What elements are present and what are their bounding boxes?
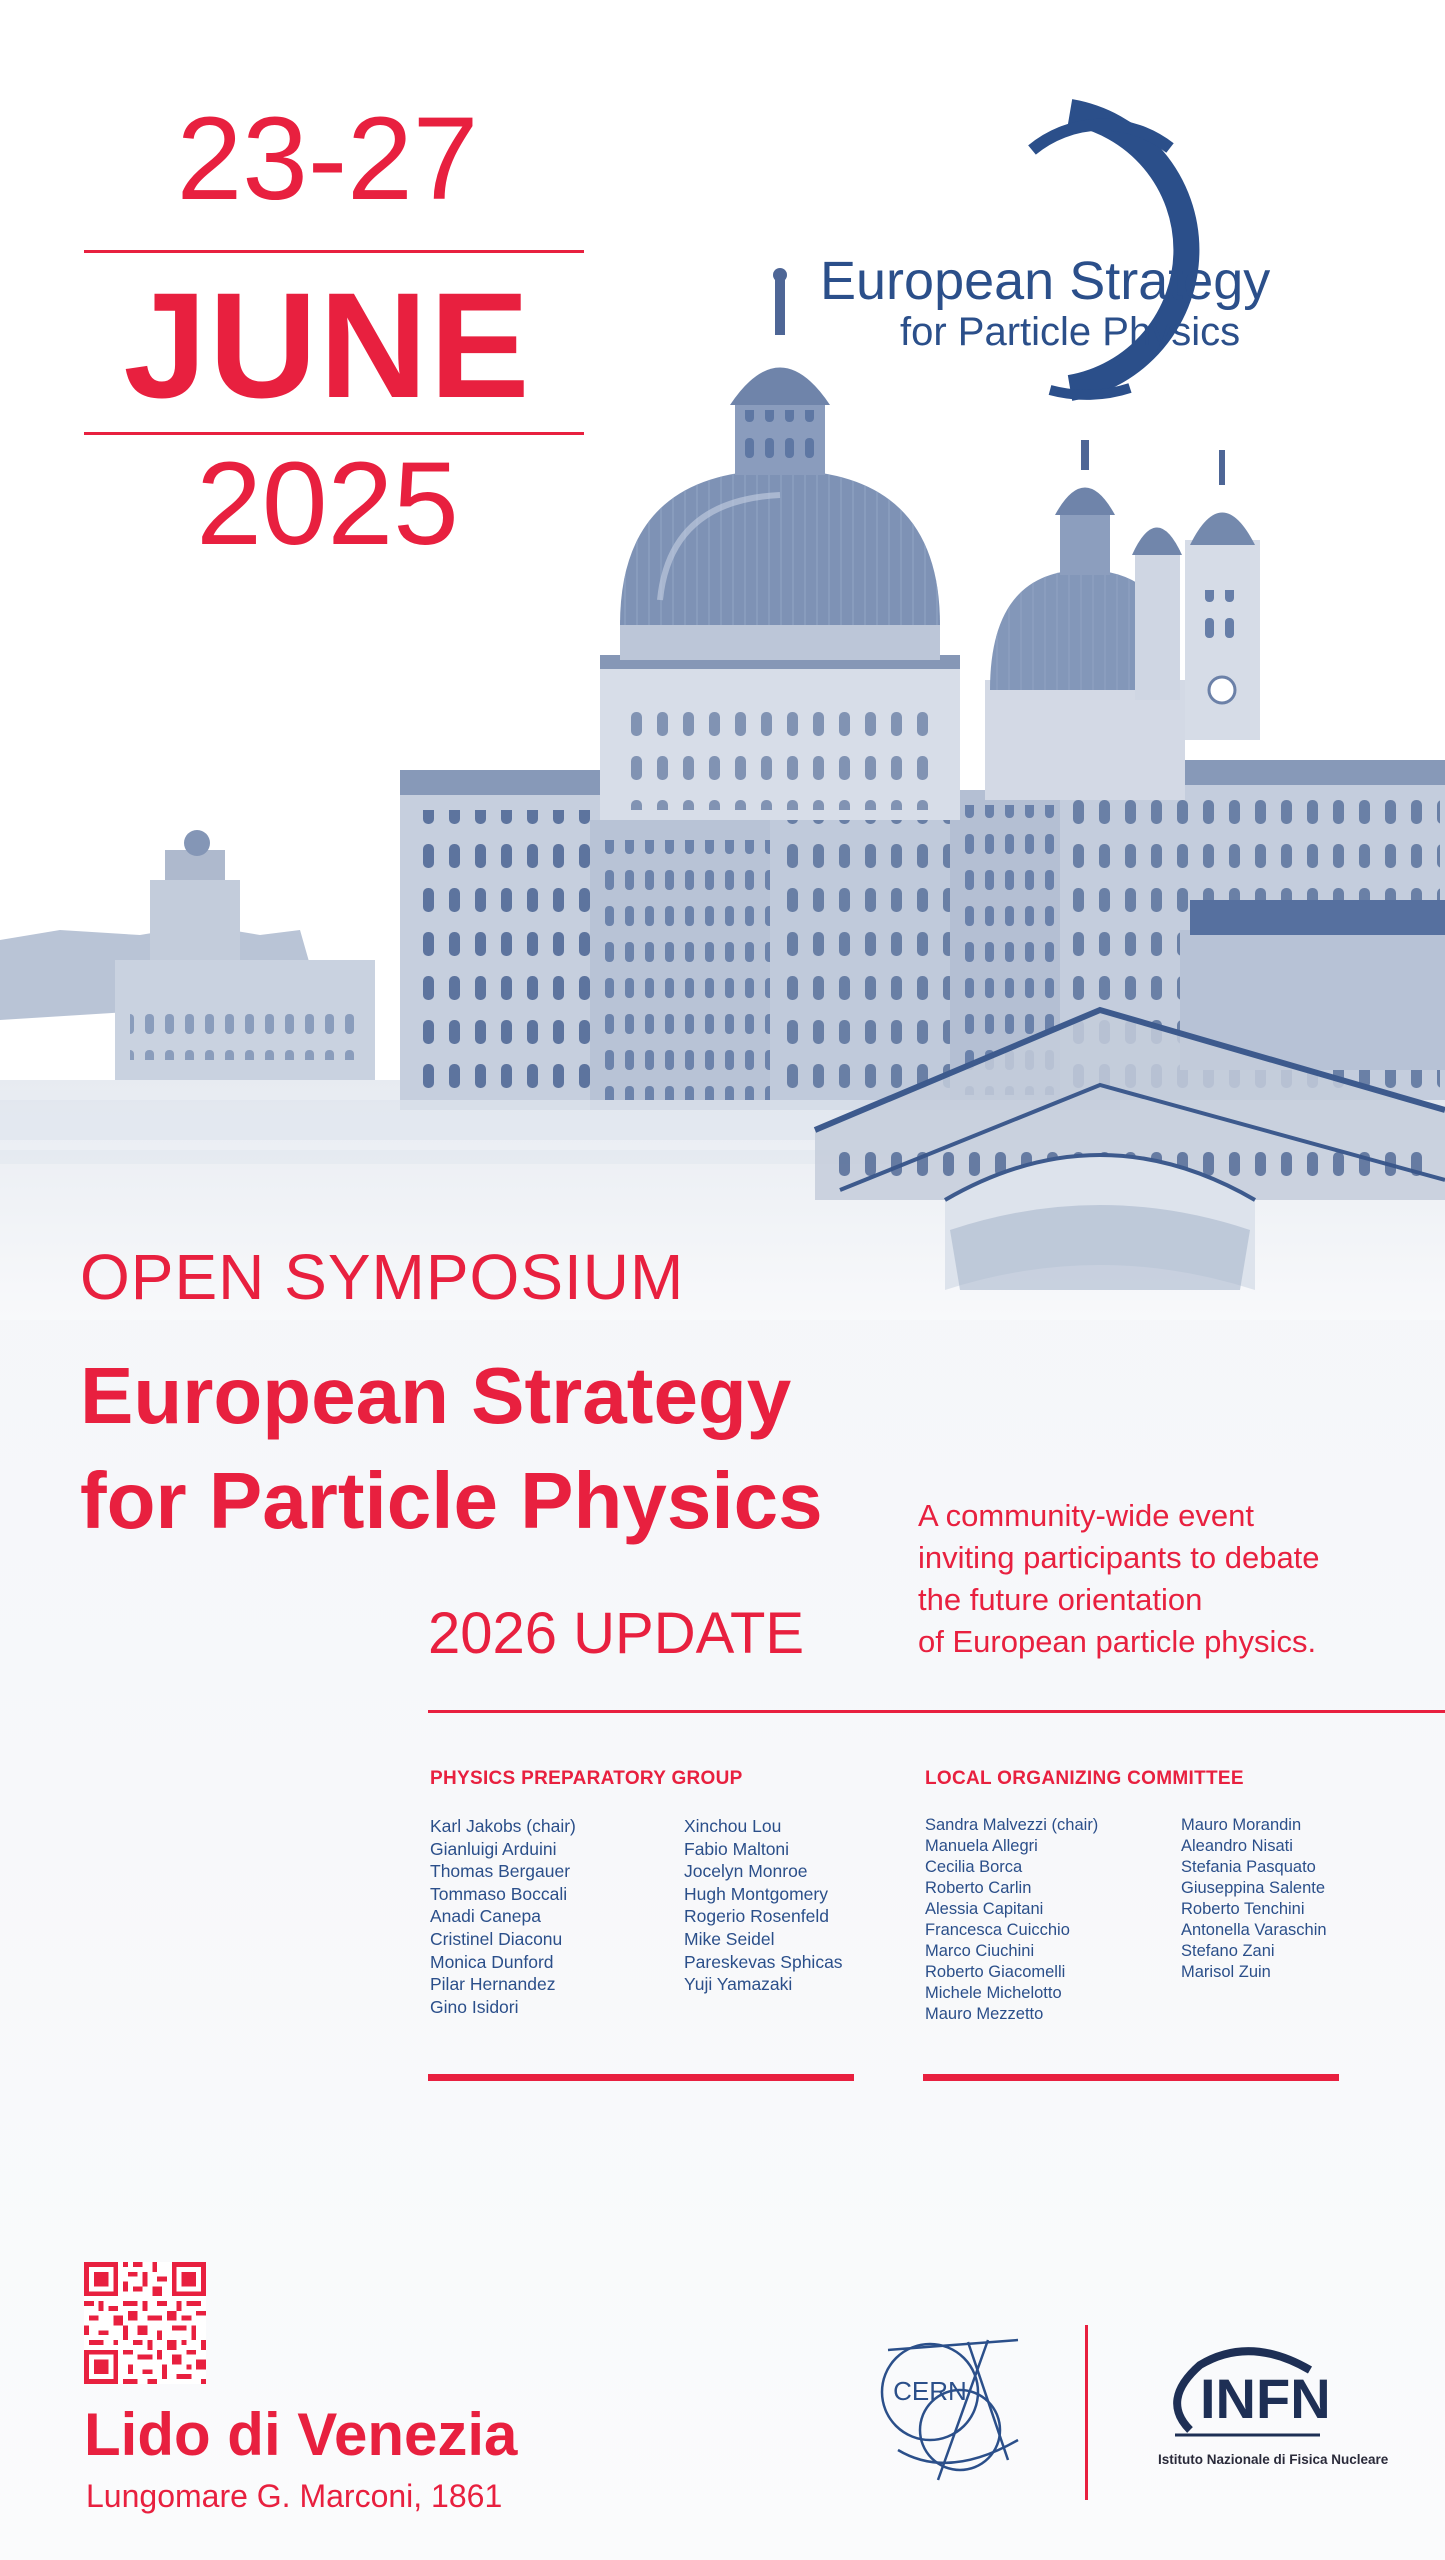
member-name: Hugh Montgomery xyxy=(684,1883,828,1904)
date-month: JUNE xyxy=(123,261,532,429)
member-name: Alessia Capitani xyxy=(925,1900,1044,1918)
date-year: 2025 xyxy=(196,438,459,570)
date-divider-top xyxy=(84,250,584,253)
symposium-title-line1: European Strategy xyxy=(80,1351,792,1440)
date-days: 23-27 xyxy=(176,93,479,225)
member-name: Cristinel Diaconu xyxy=(430,1928,563,1949)
physics-group-underline xyxy=(428,2074,854,2081)
description-line: inviting participants to debate xyxy=(918,1540,1320,1575)
member-name: Michele Michelotto xyxy=(925,1984,1062,2002)
logo-separator xyxy=(1085,2325,1088,2500)
member-name: Yuji Yamazaki xyxy=(684,1974,793,1995)
venue-address: Lungomare G. Marconi, 1861 xyxy=(86,2478,503,2514)
local-committee-col2 xyxy=(1181,1815,1327,1983)
local-committee-underline xyxy=(923,2074,1339,2081)
member-name: Mauro Mezzetto xyxy=(925,2005,1044,2023)
member-name: Stefania Pasquato xyxy=(1181,1858,1316,1876)
member-name: Jocelyn Monroe xyxy=(684,1861,808,1882)
description-line: the future orientation xyxy=(918,1582,1203,1617)
member-name: Gino Isidori xyxy=(430,1996,519,2017)
description-line: of European particle physics. xyxy=(918,1624,1317,1659)
strategy-logo-line1: European Strategy xyxy=(820,251,1271,311)
infn-logo-text: INFN xyxy=(1200,2367,1331,2430)
member-name: Gianluigi Arduini xyxy=(430,1838,557,1859)
member-name: Aleandro Nisati xyxy=(1181,1837,1293,1855)
section-divider xyxy=(428,1710,1445,1713)
member-name: Karl Jakobs (chair) xyxy=(430,1816,576,1836)
event-description xyxy=(918,1495,1418,1663)
cern-logo-text: CERN xyxy=(893,2376,967,2406)
symposium-kicker: OPEN SYMPOSIUM xyxy=(80,1241,685,1313)
venue-name: Lido di Venezia xyxy=(84,2401,518,2468)
member-name: Thomas Bergauer xyxy=(430,1861,571,1882)
physics-group-heading: PHYSICS PREPARATORY GROUP xyxy=(430,1768,743,1789)
strategy-logo-line2: for Particle Physics xyxy=(900,310,1241,354)
physics-group-col1 xyxy=(430,1815,576,2018)
local-committee-col1 xyxy=(925,1815,1098,2025)
member-name: Marco Ciuchini xyxy=(925,1942,1035,1960)
qr-code-icon[interactable] xyxy=(84,2262,206,2384)
member-name: Giuseppina Salente xyxy=(1181,1879,1326,1897)
member-name: Stefano Zani xyxy=(1181,1942,1275,1960)
member-name: Tommaso Boccali xyxy=(430,1883,568,1904)
member-name: Sandra Malvezzi (chair) xyxy=(925,1816,1099,1834)
local-committee-heading: LOCAL ORGANIZING COMMITTEE xyxy=(925,1768,1244,1789)
member-name: Roberto Carlin xyxy=(925,1879,1032,1897)
member-name: Marisol Zuin xyxy=(1181,1963,1271,1981)
member-name: Francesca Cuicchio xyxy=(925,1921,1070,1939)
member-name: Roberto Giacomelli xyxy=(925,1963,1066,1981)
member-name: Anadi Canepa xyxy=(430,1906,541,1927)
cern-logo xyxy=(868,2330,1028,2490)
member-name: Mike Seidel xyxy=(684,1928,775,1949)
infn-caption: Istituto Nazionale di Fisica Nucleare xyxy=(1158,2452,1389,2467)
symposium-title-line2: for Particle Physics xyxy=(80,1456,823,1545)
description-line: A community-wide event xyxy=(918,1498,1254,1533)
member-name: Monica Dunford xyxy=(430,1951,554,1972)
infn-logo xyxy=(1150,2340,1360,2450)
member-name: Mauro Morandin xyxy=(1181,1816,1302,1834)
member-name: Rogerio Rosenfeld xyxy=(684,1906,829,1927)
member-name: Antonella Varaschin xyxy=(1181,1921,1327,1939)
member-name: Pareskevas Sphicas xyxy=(684,1951,843,1972)
member-name: Xinchou Lou xyxy=(684,1816,782,1836)
member-name: Fabio Maltoni xyxy=(684,1838,790,1859)
member-name: Manuela Allegri xyxy=(925,1837,1038,1855)
date-divider-bottom xyxy=(84,432,584,435)
member-name: Roberto Tenchini xyxy=(1181,1900,1305,1918)
physics-group-col2 xyxy=(684,1815,843,1996)
member-name: Pilar Hernandez xyxy=(430,1974,556,1995)
symposium-update: 2026 UPDATE xyxy=(428,1601,805,1666)
member-name: Cecilia Borca xyxy=(925,1858,1023,1876)
